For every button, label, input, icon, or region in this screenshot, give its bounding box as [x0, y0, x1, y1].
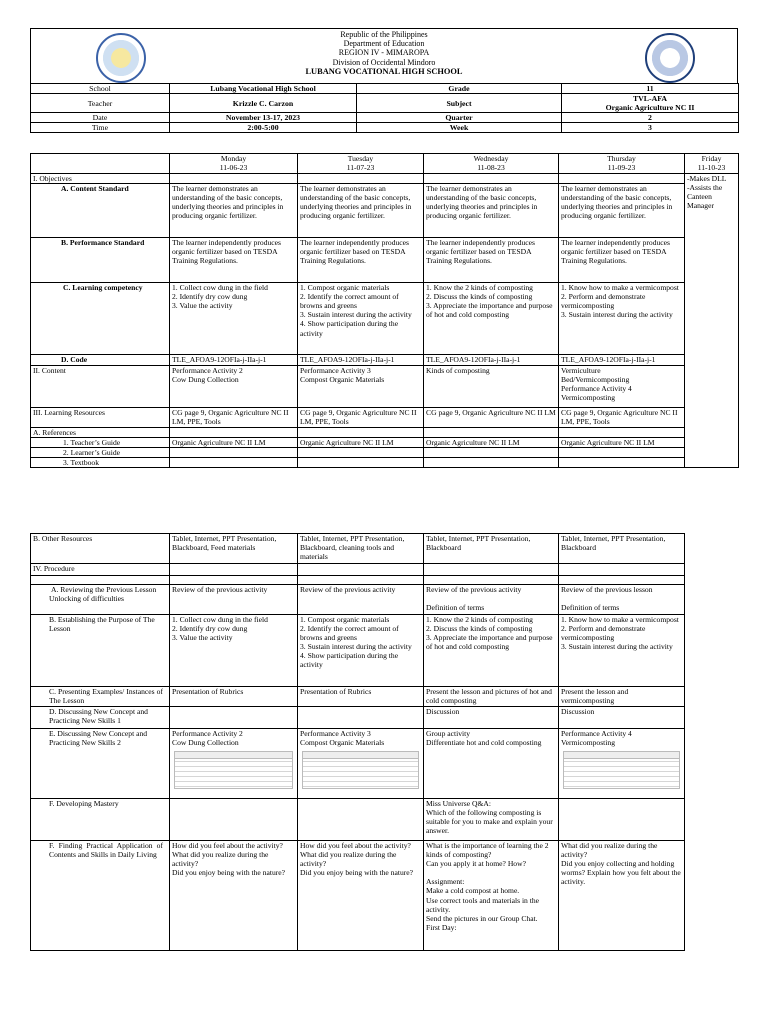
header-text [31, 30, 737, 76]
disc2-thursday-text: Performance Activity 4 Vermicomposting [561, 729, 632, 748]
time-label: Time [31, 123, 170, 133]
content-wednesday: Kinds of composting [424, 366, 559, 408]
document-header [30, 28, 738, 84]
cs-tuesday: The learner demonstrates an understanding of the basic concepts, underlying theories and principles in producing organic fertilizer. [298, 184, 424, 238]
purpose-thursday: 1. Know how to make a vermicompost 2. Perform and demonstrate vermicomposting 3. Sustain interest during the activity [559, 615, 685, 687]
header-school-name: LUBANG VOCATIONAL HIGH SCHOOL [305, 66, 463, 76]
other-resources-wednesday: Tablet, Internet, PPT Presentation, Blackboard [424, 534, 559, 564]
content-tuesday: Performance Activity 3 Compost Organic Materials [298, 366, 424, 408]
reviewing-label: A. Reviewing the Previous Lesson Unlocking of difficulties [31, 585, 170, 615]
school-seal-logo [645, 33, 695, 83]
disc2-tuesday [298, 729, 424, 799]
day-header-friday: Friday 11-10-23 [685, 154, 739, 174]
other-resources-tuesday: Tablet, Internet, PPT Presentation, Blackboard, cleaning tools and materials [298, 534, 424, 564]
application-thursday: What did you realize during the activity? Did you enjoy collecting and holding worms? Explain how you felt about the activity. [559, 841, 685, 951]
school-value: Lubang Vocational High School [170, 84, 357, 94]
tg-monday: Organic Agriculture NC II LM [170, 438, 298, 448]
day-header-thursday: Thursday 11-09-23 [559, 154, 685, 174]
presenting-tuesday: Presentation of Rubrics [298, 687, 424, 707]
discussing-2-label: E. Discussing New Concept and Practicing New Skills 2 [31, 729, 170, 799]
header-line-region: REGION IV - MIMAROPA [338, 48, 430, 58]
resources-wednesday: CG page 9, Organic Agriculture NC II LM [424, 408, 559, 428]
content-thursday: Vermiculture Bed/Vermicomposting Performance Activity 4 Vermicomposting [559, 366, 685, 408]
dll-table-procedure [30, 533, 685, 951]
objectives-label: I. Objectives [31, 174, 170, 184]
mastery-monday [170, 799, 298, 841]
disc2-wednesday: Group activity Differentiate hot and cold composting [424, 729, 559, 799]
presenting-monday: Presentation of Rubrics [170, 687, 298, 707]
reviewing-wednesday: Review of the previous activity Definition of terms [424, 585, 559, 615]
code-wednesday: TLE_AFOA9-12OFIa-j-IIa-j-1 [424, 355, 559, 366]
teachers-guide-label: 1. Teacher’s Guide [31, 438, 170, 448]
disc1-monday [170, 707, 298, 729]
quarter-label: Quarter [357, 113, 562, 123]
code-label: D. Code [31, 355, 170, 366]
resources-tuesday: CG page 9, Organic Agriculture NC II LM, PPE, Tools [298, 408, 424, 428]
references-label: A. References [31, 428, 170, 438]
other-resources-label: B. Other Resources [31, 534, 170, 564]
tg-tuesday: Organic Agriculture NC II LM [298, 438, 424, 448]
purpose-label: B. Establishing the Purpose of The Lesson [31, 615, 170, 687]
lc-tuesday: 1. Compost organic materials 2. Identify the correct amount of browns and greens 3. Sustain interest during the activity 4. Show participation during the activity [298, 283, 424, 355]
disc2-thursday [559, 729, 685, 799]
teacher-value: Krizzle C. Carzon [170, 94, 357, 113]
day-header-wednesday: Wednesday 11-08-23 [424, 154, 559, 174]
grade-value: 11 [562, 84, 739, 94]
school-label: School [31, 84, 170, 94]
cs-wednesday: The learner demonstrates an understanding of the basic concepts, underlying theories and principles in producing organic fertilizer. [424, 184, 559, 238]
week-label: Week [357, 123, 562, 133]
dll-table-objectives [30, 153, 739, 468]
reviewing-monday: Review of the previous activity [170, 585, 298, 615]
code-thursday: TLE_AFOA9-12OFIa-j-IIa-j-1 [559, 355, 685, 366]
disc2-monday [170, 729, 298, 799]
mastery-label: F. Developing Mastery [31, 799, 170, 841]
mastery-wednesday: Miss Universe Q&A: Which of the following composting is suitable for you to make and explain your answer. [424, 799, 559, 841]
other-resources-monday: Tablet, Internet, PPT Presentation, Blackboard, Feed materials [170, 534, 298, 564]
day-header-monday: Monday 11-06-23 [170, 154, 298, 174]
ps-tuesday: The learner independently produces organic fertilizer based on TESDA Training Regulations. [298, 238, 424, 283]
disc2-tuesday-text: Performance Activity 3 Compost Organic Materials [300, 729, 385, 748]
rubric-thumbnail-image [563, 751, 680, 789]
purpose-wednesday: 1. Know the 2 kinds of composting 2. Discuss the kinds of composting 3. Appreciate the importance and purpose of hot and cold composting [424, 615, 559, 687]
content-label: II. Content [31, 366, 170, 408]
purpose-tuesday: 1. Compost organic materials 2. Identify the correct amount of browns and greens 3. Sustain interest during the activity 4. Show participation during the activity [298, 615, 424, 687]
disc1-tuesday [298, 707, 424, 729]
ps-wednesday: The learner independently produces organic fertilizer based on TESDA Training Regulations. [424, 238, 559, 283]
presenting-label: C. Presenting Examples/ Instances of The Lesson [31, 687, 170, 707]
teacher-label: Teacher [31, 94, 170, 113]
header-line-division: Division of Occidental Mindoro [332, 57, 436, 67]
code-monday: TLE_AFOA9-12OFIa-j-IIa-j-1 [170, 355, 298, 366]
learning-resources-label: III. Learning Resources [31, 408, 170, 428]
cs-monday: The learner demonstrates an understanding of the basic concepts, underlying theories and principles in producing organic fertilizer. [170, 184, 298, 238]
other-resources-thursday: Tablet, Internet, PPT Presentation, Blackboard [559, 534, 685, 564]
disc1-thursday: Discussion [559, 707, 685, 729]
lc-monday: 1. Collect cow dung in the field 2. Identify dry cow dung 3. Value the activity [170, 283, 298, 355]
purpose-monday: 1. Collect cow dung in the field 2. Identify dry cow dung 3. Value the activity [170, 615, 298, 687]
performance-standard-label: B. Performance Standard [31, 238, 170, 283]
presenting-thursday: Present the lesson and vermicomposting [559, 687, 685, 707]
day-header-tuesday: Tuesday 11-07-23 [298, 154, 424, 174]
learning-competency-label: C. Learning competency [31, 283, 170, 355]
lc-wednesday: 1. Know the 2 kinds of composting 2. Discuss the kinds of composting 3. Appreciate the importance and purpose of hot and cold composting [424, 283, 559, 355]
subject-label: Subject [357, 94, 562, 113]
content-monday: Performance Activity 2 Cow Dung Collection [170, 366, 298, 408]
procedure-label: IV. Procedure [31, 564, 170, 576]
mastery-thursday [559, 799, 685, 841]
subject-value-track: TVL-AFA [632, 94, 668, 103]
code-tuesday: TLE_AFOA9-12OFIa-j-IIa-j-1 [298, 355, 424, 366]
date-value: November 13-17, 2023 [170, 113, 357, 123]
header-line-republic: Republic of the Philippines [340, 30, 428, 39]
reviewing-tuesday: Review of the previous activity [298, 585, 424, 615]
application-label: F. Finding Practical Application of Contents and Skills in Daily Living [31, 841, 170, 951]
ps-thursday: The learner independently produces organic fertilizer based on TESDA Training Regulations. [559, 238, 685, 283]
subject-value [562, 94, 739, 113]
week-value: 3 [562, 123, 739, 133]
content-standard-label: A. Content Standard [31, 184, 170, 238]
disc1-wednesday: Discussion [424, 707, 559, 729]
info-table [30, 83, 739, 133]
grade-label: Grade [357, 84, 562, 94]
lc-thursday: 1. Know how to make a vermicompost 2. Perform and demonstrate vermicomposting 3. Sustain interest during the activity [559, 283, 685, 355]
friday-note: -Makes DLL -Assists the Canteen Manager [685, 174, 739, 468]
tg-thursday: Organic Agriculture NC II LM [559, 438, 685, 448]
mastery-tuesday [298, 799, 424, 841]
cs-thursday: The learner demonstrates an understanding of the basic concepts, underlying theories and principles in producing organic fertilizer. [559, 184, 685, 238]
time-value: 2:00-5:00 [170, 123, 357, 133]
application-wednesday: What is the importance of learning the 2 kinds of composting? Can you apply it at home? How? Assignment: Make a cold compost at home. Use correct tools and materials in the activity. Send the pictures in our Group Chat. First Day: [424, 841, 559, 951]
resources-monday: CG page 9, Organic Agriculture NC II LM, PPE, Tools [170, 408, 298, 428]
header-line-department: Department of Education [343, 39, 425, 49]
resources-thursday: CG page 9, Organic Agriculture NC II LM, PPE, Tools [559, 408, 685, 428]
tg-wednesday: Organic Agriculture NC II LM [424, 438, 559, 448]
rubric-thumbnail-image [302, 751, 419, 789]
application-tuesday: How did you feel about the activity? What did you realize during the activity? Did you enjoy being with the nature? [298, 841, 424, 951]
reviewing-thursday: Review of the previous lesson Definition of terms [559, 585, 685, 615]
rubric-thumbnail-image [174, 751, 293, 789]
discussing-1-label: D. Discussing New Concept and Practicing New Skills 1 [31, 707, 170, 729]
subject-value-course: Organic Agriculture NC II [605, 103, 695, 112]
application-monday: How did you feel about the activity? What did you realize during the activity? Did you enjoy being with the nature? [170, 841, 298, 951]
ps-monday: The learner independently produces organic fertilizer based on TESDA Training Regulations. [170, 238, 298, 283]
date-label: Date [31, 113, 170, 123]
disc2-monday-text: Performance Activity 2 Cow Dung Collection [172, 729, 243, 748]
quarter-value: 2 [562, 113, 739, 123]
presenting-wednesday: Present the lesson and pictures of hot and cold composting [424, 687, 559, 707]
learners-guide-label: 2. Learner’s Guide [31, 448, 170, 458]
textbook-label: 3. Textbook [31, 458, 170, 468]
corner-cell [31, 154, 170, 174]
